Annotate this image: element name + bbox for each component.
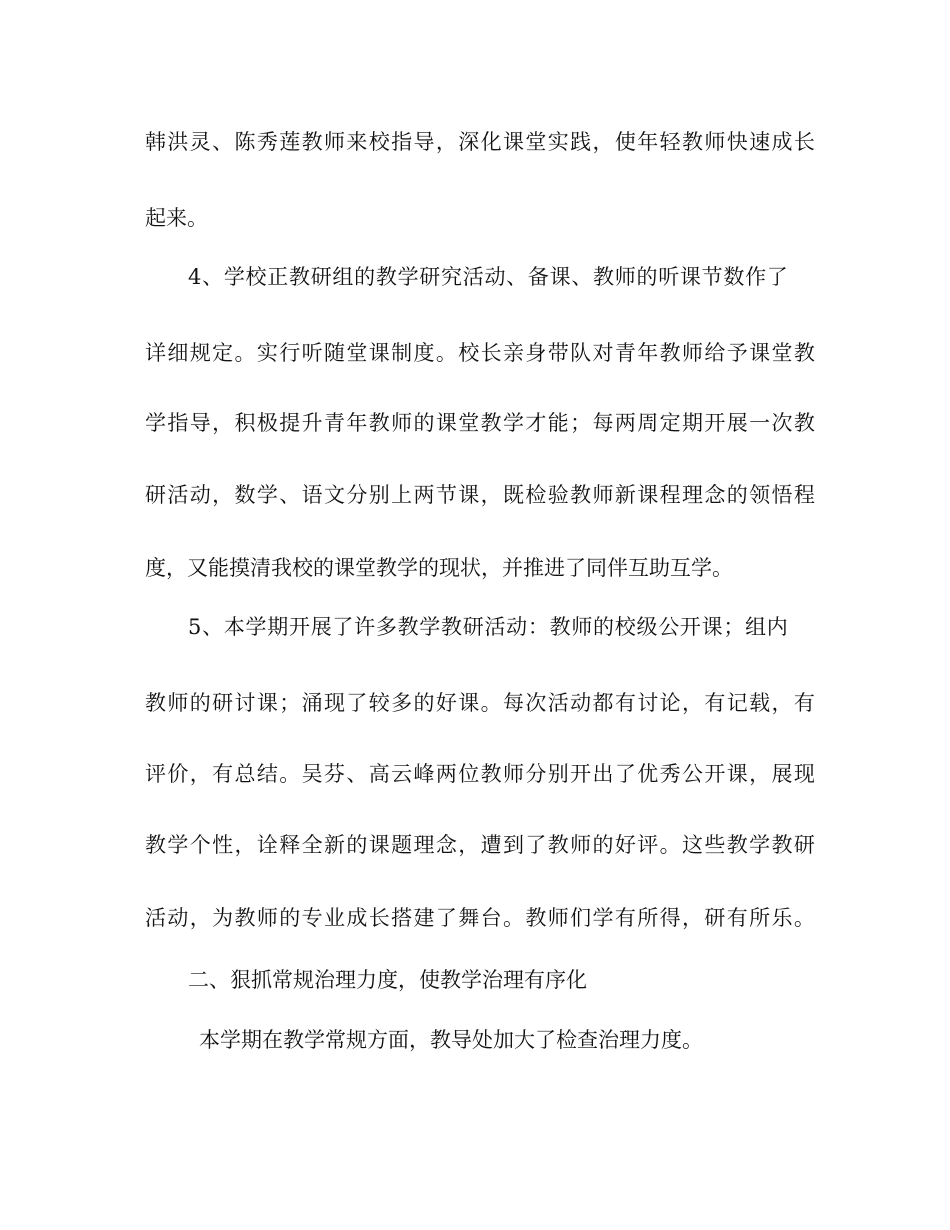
paragraph-line: 韩 洪 灵 、 陈 秀 莲 教 师 来 校 指 导 ， 深 化 课 堂 实 践 ， 使 年 轻 教 师 快 速 成 长: [145, 130, 815, 154]
section-heading: 二、狠抓常规治理力度，使教学治理有序化: [188, 968, 587, 992]
paragraph-line: 本学期在教学常规方面，教导处加大了检查治理力度。: [199, 1028, 703, 1052]
paragraph-line: 学 指 导 ， 积 极 提 升 青 年 教 师 的 课 堂 教 学 才 能 ； 每 两 周 定 期 开 展 一 次 教: [145, 411, 815, 435]
paragraph-line: 5 、 本 学 期 开 展 了 许 多 教 学 教 研 活 动 ： 教 师 的 校 级 公 开 课 ； 组 内: [188, 615, 788, 639]
paragraph-line: 详 细 规 定 。 实 行 听 随 堂 课 制 度 。 校 长 亲 身 带 队 对 青 年 教 师 给 予 课 堂 教: [145, 341, 815, 365]
paragraph-line: 评 价 ， 有 总 结 。 吴 芬 、 高 云 峰 两 位 教 师 分 别 开 出 了 优 秀 公 开 课 ， 展 现: [145, 762, 815, 786]
paragraph-line: 起来。: [145, 206, 208, 230]
paragraph-line: 研 活 动 ， 数 学 、 语 文 分 别 上 两 节 课 ， 既 检 验 教 师 新 课 程 理 念 的 领 悟 程: [145, 483, 815, 507]
paragraph-line: 教 学 个 性 ， 诠 释 全 新 的 课 题 理 念 ， 遭 到 了 教 师 的 好 评 。 这 些 教 学 教 研: [145, 833, 815, 857]
paragraph-line: 4 、 学 校 正 教 研 组 的 教 学 研 究 活 动 、 备 课 、 教 师 的 听 课 节 数 作 了: [188, 265, 788, 289]
paragraph-line: 教 师 的 研 讨 课 ； 涌 现 了 较 多 的 好 课 。 每 次 活 动 都 有 讨 论 ， 有 记 载 ， 有: [145, 691, 815, 715]
paragraph-line: 活 动 ， 为 教 师 的 专 业 成 长 搭 建 了 舞 台 。 教 师 们 学 有 所 得 ， 研 有 所 乐 。: [145, 906, 815, 930]
paragraph-line: 度，又能摸清我校的课堂教学的现状，并推进了同伴互助互学。: [145, 556, 733, 580]
